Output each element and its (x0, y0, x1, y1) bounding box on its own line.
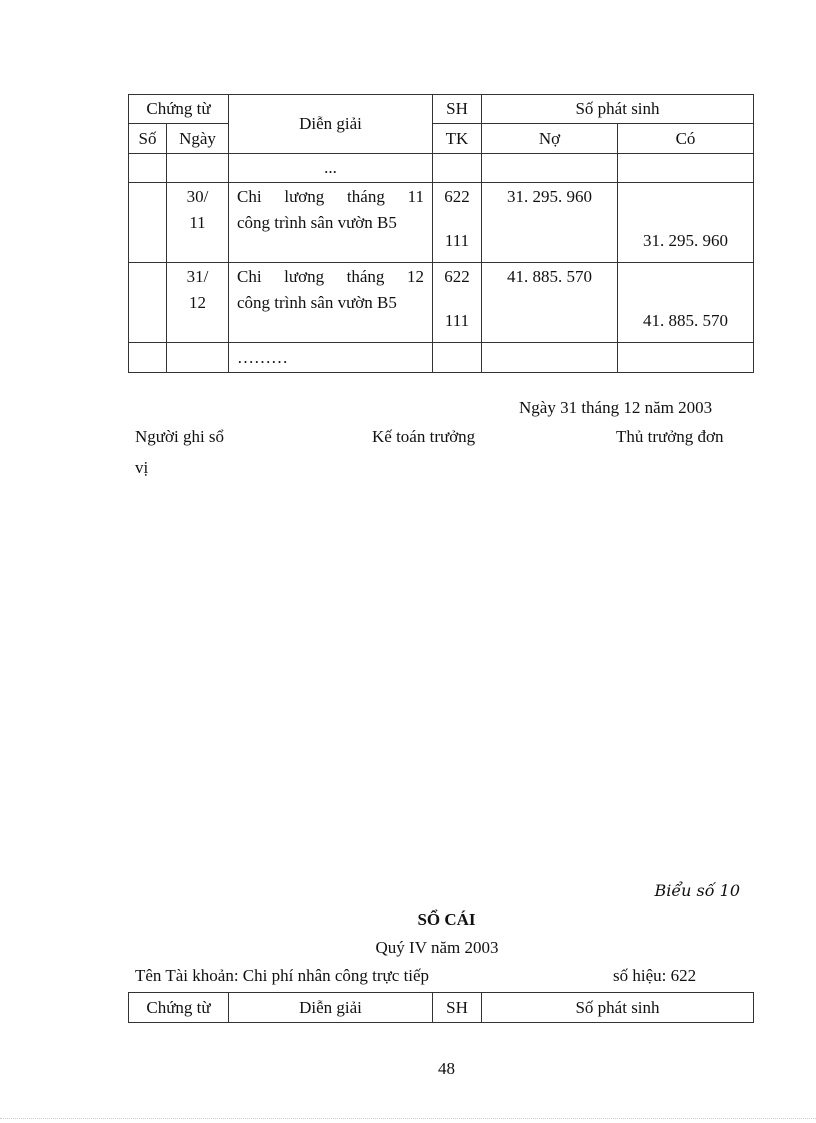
header-co: Có (618, 124, 754, 154)
quarter-label: Quý IV năm 2003 (375, 938, 499, 957)
header-sh: SH (433, 95, 482, 124)
cell-no (482, 154, 618, 183)
co-amount: 31. 295. 960 (643, 231, 728, 250)
page-number: 48 (438, 1059, 455, 1078)
desc-line-1: Chi lương tháng 11 (237, 187, 424, 206)
cell-dien-giai (229, 183, 433, 263)
col-dien-giai: Diễn giải (229, 993, 433, 1023)
cell-so (129, 154, 167, 183)
col-so-phat-sinh: Số phát sinh (482, 993, 754, 1023)
no-amount: 41. 885. 570 (507, 267, 592, 286)
header-so-phat-sinh: Số phát sinh (482, 95, 754, 124)
nguoi-ghi-so-label: Người ghi sổ (135, 427, 225, 446)
cell-dien-giai: ... (229, 154, 433, 183)
cell-ngay (167, 263, 229, 343)
cell-no (482, 343, 618, 373)
cell-tk (433, 154, 482, 183)
ngay-line-2: 11 (189, 213, 206, 232)
cell-ngay (167, 343, 229, 373)
date-line: Ngày 31 tháng 12 năm 2003 (519, 398, 713, 417)
header-dien-giai: Diễn giải (229, 95, 433, 154)
cell-no (482, 263, 618, 343)
cell-dien-giai (229, 263, 433, 343)
cell-co (618, 183, 754, 263)
cell-so (129, 183, 167, 263)
account-code: số hiệu: 622 (613, 966, 697, 985)
col-chung-tu: Chứng từ (129, 993, 229, 1023)
header-chung-tu: Chứng từ (129, 95, 229, 124)
cell-co (618, 263, 754, 343)
desc-line-1: Chi lương tháng 12 (237, 267, 424, 286)
header-no: Nợ (482, 124, 618, 154)
table-row (129, 263, 754, 343)
header-tk: TK (433, 124, 482, 154)
cell-ngay (167, 183, 229, 263)
table-row (129, 154, 754, 183)
so-cai-title: SỔ CÁI (417, 910, 476, 929)
cell-ngay (167, 154, 229, 183)
tk-line-1: 622 (444, 187, 470, 206)
header-ngay: Ngày (167, 124, 229, 154)
table-row (129, 343, 754, 373)
cell-no (482, 183, 618, 263)
desc-line-2: công trình sân vườn B5 (237, 293, 397, 312)
bieu-so-label: Biểu số 10 (654, 881, 740, 900)
cell-tk (433, 183, 482, 263)
journal-table (128, 94, 754, 373)
page-bottom-divider (0, 1118, 816, 1119)
thu-truong-label: Thủ trưởng đơn (616, 427, 724, 446)
tk-line-1: 622 (444, 267, 470, 286)
tk-line-2: 111 (444, 231, 470, 250)
co-amount: 41. 885. 570 (643, 311, 728, 330)
desc-line-2: công trình sân vườn B5 (237, 213, 397, 232)
cell-tk (433, 343, 482, 373)
thu-truong-label-cont: vị (135, 458, 149, 477)
cell-tk (433, 263, 482, 343)
cell-dien-giai: ……… (229, 343, 433, 373)
ngay-line-2: 12 (189, 293, 206, 312)
account-name: Tên Tài khoản: Chi phí nhân công trực tiếp (135, 966, 430, 985)
cell-co (618, 154, 754, 183)
cell-so (129, 263, 167, 343)
col-sh: SH (433, 993, 482, 1023)
tk-line-2: 111 (444, 311, 470, 330)
ngay-line-1: 30/ (186, 187, 209, 206)
header-so: Số (129, 124, 167, 154)
cell-co (618, 343, 754, 373)
cell-so (129, 343, 167, 373)
no-amount: 31. 295. 960 (507, 187, 592, 206)
ngay-line-1: 31/ (186, 267, 209, 286)
so-cai-table (128, 992, 754, 1023)
ke-toan-truong-label: Kế toán trưởng (372, 427, 476, 446)
table-row (129, 183, 754, 263)
